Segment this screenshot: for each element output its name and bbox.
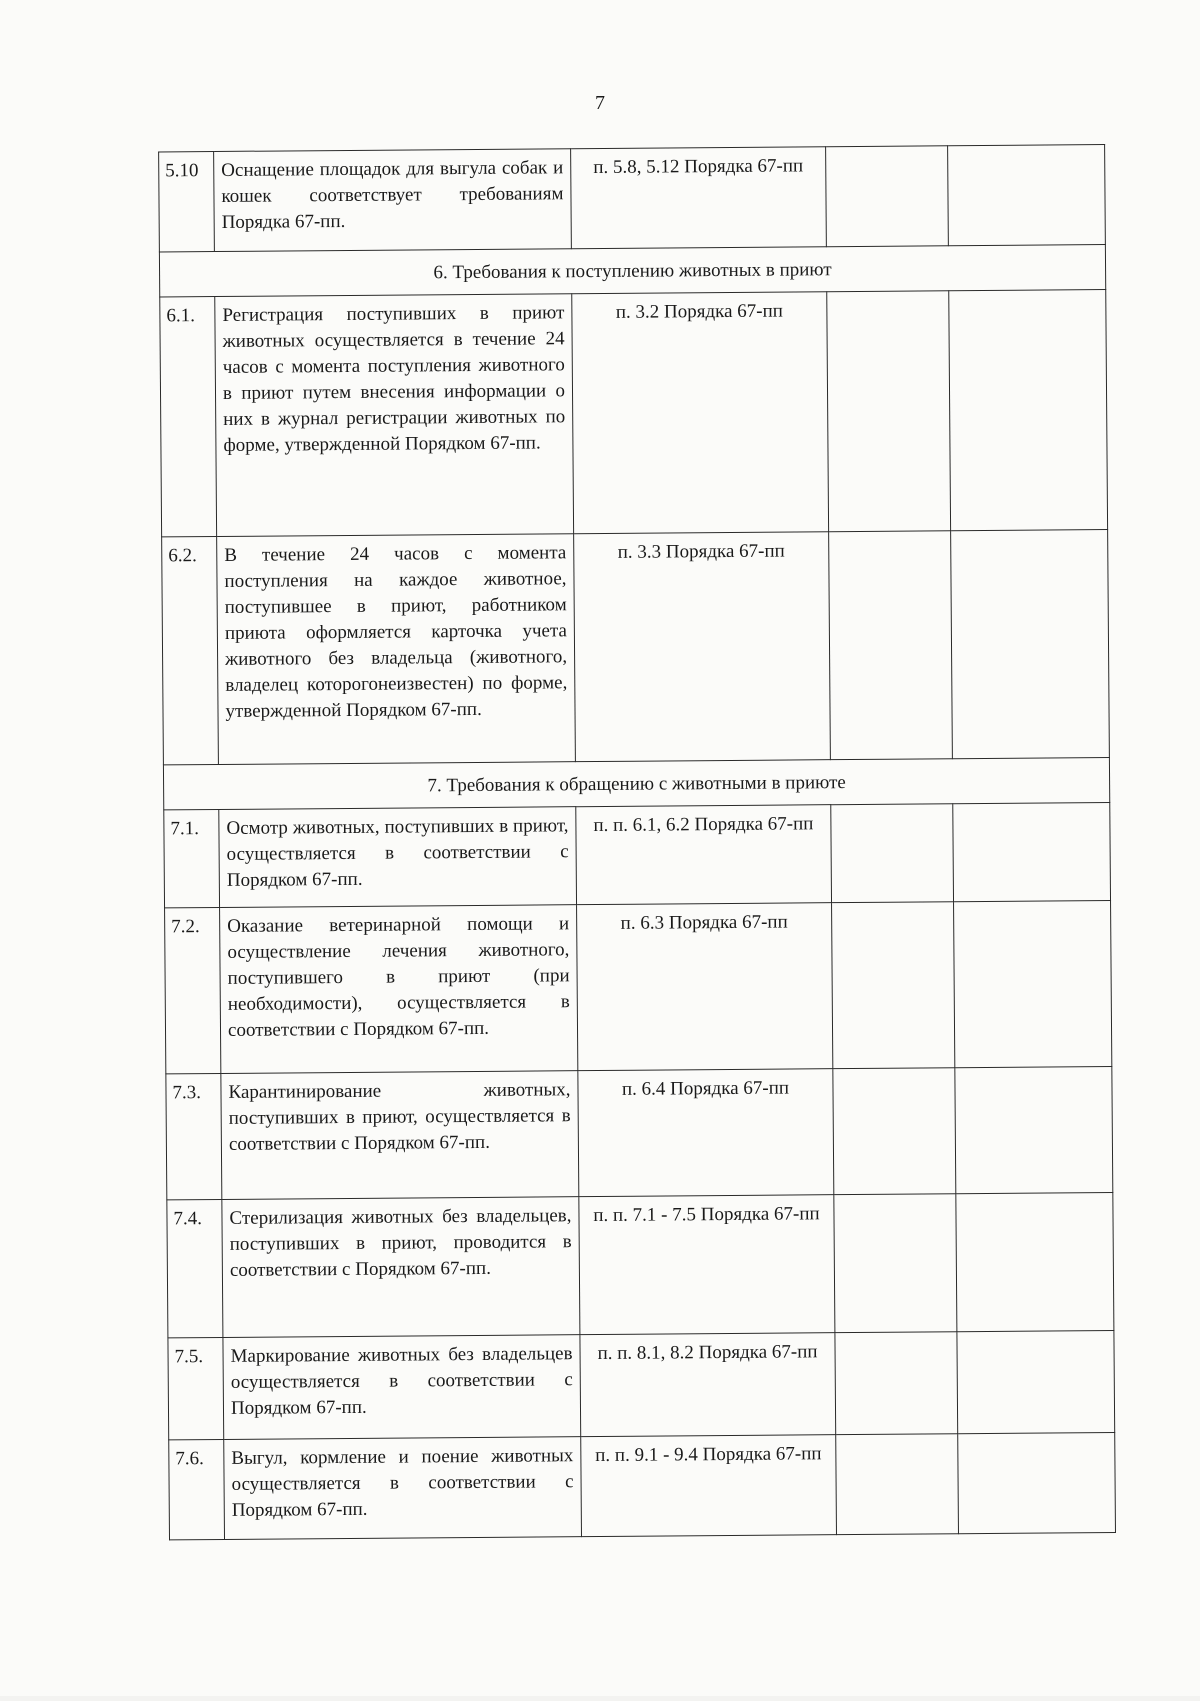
reference-cell: п. п. 7.1 - 7.5 Порядка 67-пп xyxy=(579,1195,835,1335)
table-row xyxy=(160,290,1108,537)
requirement-cell: Карантинирование животных, поступивших в приют, осуществляется в соответствии с Порядком 67-пп. xyxy=(221,1071,579,1200)
note-cell xyxy=(953,802,1111,901)
answer-cell xyxy=(831,804,954,903)
section-title: 7. Требования к обращению с животными в приюте xyxy=(163,757,1109,809)
answer-cell xyxy=(834,1194,957,1333)
requirement-cell: Оказание ветеринарной помощи и осуществление лечения животного, поступившего в приют (при необходимости), осуществляется в соответствии с Порядком 67-пп. xyxy=(220,905,578,1074)
checklist-table xyxy=(158,144,1116,1540)
item-number-cell: 7.5. xyxy=(168,1337,224,1439)
reference-cell: п. 6.3 Порядка 67-пп xyxy=(577,903,833,1071)
page-number: 7 xyxy=(595,92,605,114)
answer-cell xyxy=(829,531,953,760)
requirement-cell: Выгул, кормление и поение животных осуществляется в соответствии с Порядком 67-пп. xyxy=(224,1437,582,1540)
note-cell xyxy=(958,1432,1116,1533)
requirement-cell: Регистрация поступивших в приют животных осуществляется в течение 24 часов с момента поступления животного в приют путем внесения информации о них в журнал регистрации животных по форме, утвержденной Порядком 67-пп. xyxy=(215,294,574,537)
table-row xyxy=(167,1192,1114,1337)
requirement-cell: Маркирование животных без владельцев осуществляется в соответствии с Порядком 67-пп. xyxy=(223,1335,581,1440)
requirement-cell: Оснащение площадок для выгула собак и кошек соответствует требованиям Порядка 67-пп. xyxy=(214,149,572,252)
item-number-cell: 7.4. xyxy=(167,1199,223,1337)
requirement-cell: Стерилизация животных без владельцев, поступивших в приют, проводится в соответствии с Порядком 67-пп. xyxy=(222,1197,580,1338)
table-row xyxy=(159,145,1106,252)
reference-cell: п. п. 9.1 - 9.4 Порядка 67-пп xyxy=(581,1435,837,1537)
answer-cell xyxy=(826,146,949,247)
reference-cell: п. п. 6.1, 6.2 Порядка 67-пп xyxy=(576,805,832,905)
table-row xyxy=(165,900,1112,1073)
answer-cell xyxy=(835,1332,958,1435)
section-header-row xyxy=(163,757,1109,809)
table-row xyxy=(162,530,1110,765)
item-number-cell: 6.1. xyxy=(160,297,217,537)
table-row xyxy=(166,1066,1113,1199)
requirement-cell: Осмотр животных, поступивших в приют, осуществляется в соответствии с Порядком 67-пп. xyxy=(219,807,577,908)
note-cell xyxy=(948,145,1106,246)
item-number-cell: 5.10 xyxy=(159,152,215,252)
answer-cell xyxy=(833,1068,956,1195)
section-header-row xyxy=(159,245,1105,297)
reference-cell: п. 6.4 Порядка 67-пп xyxy=(578,1069,834,1197)
checklist-table-body xyxy=(159,145,1116,1540)
table-row xyxy=(169,1432,1116,1539)
item-number-cell: 7.6. xyxy=(169,1439,225,1539)
note-cell xyxy=(957,1330,1115,1433)
answer-cell xyxy=(827,291,951,532)
reference-cell: п. 3.3 Порядка 67-пп xyxy=(574,532,831,762)
reference-cell: п. п. 8.1, 8.2 Порядка 67-пп xyxy=(580,1333,836,1437)
note-cell xyxy=(954,900,1112,1067)
note-cell xyxy=(955,1066,1113,1193)
note-cell xyxy=(951,530,1110,759)
answer-cell xyxy=(832,902,955,1069)
item-number-cell: 7.2. xyxy=(165,907,221,1073)
table-row xyxy=(168,1330,1115,1439)
reference-cell: п. 3.2 Порядка 67-пп xyxy=(572,292,829,534)
requirement-cell: В течение 24 часов с момента поступления на каждое животное, поступившее в приют, работником приюта оформляется карточка учета животного без владельца (животного, владелец которогонеизвестен) по форме, утвержденной Порядком 67-пп. xyxy=(217,534,576,765)
table-row xyxy=(164,802,1111,907)
item-number-cell: 7.1. xyxy=(164,809,220,907)
section-title: 6. Требования к поступлению животных в приют xyxy=(159,245,1105,297)
item-number-cell: 6.2. xyxy=(162,536,219,764)
note-cell xyxy=(949,290,1108,531)
note-cell xyxy=(956,1192,1114,1331)
answer-cell xyxy=(836,1434,959,1535)
item-number-cell: 7.3. xyxy=(166,1073,222,1199)
reference-cell: п. 5.8, 5.12 Порядка 67-пп xyxy=(571,147,827,249)
